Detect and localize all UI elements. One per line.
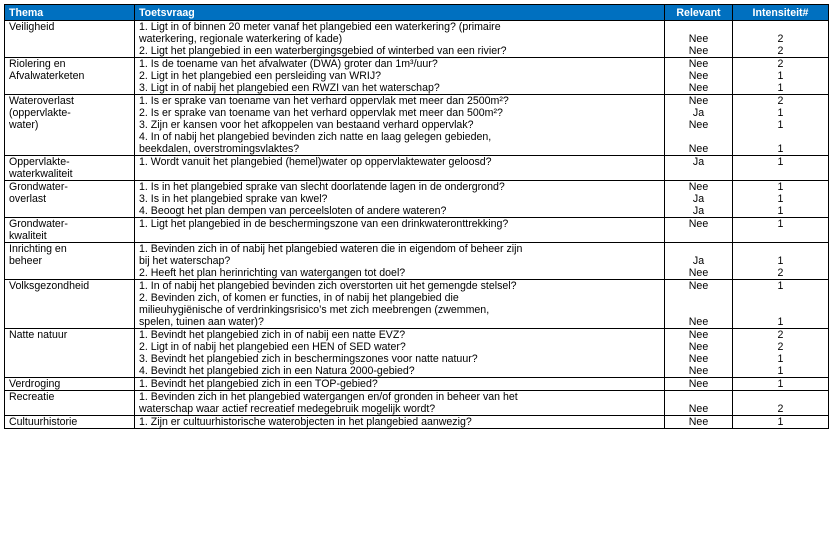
question-line: 1. Is de toename van het afvalwater (DWA) groter dan 1m³/uur?	[139, 58, 438, 70]
relevant-value: Nee	[688, 33, 709, 45]
thema-line: overlast	[9, 193, 47, 205]
question-line: 2. Bevinden zich, of komen er functies, in of nabij het plangebied die	[139, 292, 459, 304]
spacer	[665, 243, 732, 255]
header-toetsvraag: Toetsvraag	[135, 5, 665, 21]
thema-group	[5, 218, 829, 243]
intensiteit-value: 1	[777, 107, 784, 119]
table-row	[5, 243, 829, 280]
thema-group	[5, 391, 829, 416]
question-line: 3. Bevindt het plangebied zich in beschermingszones voor natte natuur?	[139, 353, 478, 365]
thema-line: Recreatie	[9, 391, 55, 403]
toetsvraag-cell	[135, 181, 665, 218]
intensiteit-cell	[733, 156, 829, 181]
table-row	[5, 378, 829, 391]
table-row	[5, 280, 829, 329]
thema-line: Afvalwaterketen	[9, 70, 85, 82]
intensiteit-value: 2	[777, 58, 784, 70]
question-line: beekdalen, overstromingsvlaktes?	[139, 143, 300, 155]
thema-line: Veiligheid	[9, 21, 55, 33]
intensiteit-cell	[733, 181, 829, 218]
question-line: 1. Wordt vanuit het plangebied (hemel)water op oppervlaktewater geloosd?	[139, 156, 492, 168]
question-line: 2. Heeft het plan herinrichting van watergangen tot doel?	[139, 267, 406, 279]
intensiteit-cell	[733, 21, 829, 58]
relevant-value: Nee	[688, 416, 709, 428]
relevant-value: Nee	[688, 365, 709, 377]
relevant-cell	[665, 280, 733, 329]
relevant-cell	[665, 181, 733, 218]
thema-group	[5, 280, 829, 329]
header-intensiteit: Intensiteit#	[733, 5, 829, 21]
spacer	[733, 21, 828, 33]
relevant-cell	[665, 329, 733, 378]
thema-line: Verdroging	[9, 378, 61, 390]
intensiteit-value: 2	[777, 267, 784, 279]
toetsvraag-cell	[135, 58, 665, 95]
thema-line: Inrichting en	[9, 243, 67, 255]
relevant-value: Nee	[688, 181, 709, 193]
thema-line: Cultuurhistorie	[9, 416, 78, 428]
question-line: 3. Zijn er kansen voor het afkoppelen van bestaand verhard oppervlak?	[139, 119, 474, 131]
intensiteit-value: 1	[777, 181, 784, 193]
question-line: 2. Ligt in het plangebied een persleiding van WRIJ?	[139, 70, 382, 82]
thema-cell	[5, 95, 135, 156]
relevant-cell	[665, 156, 733, 181]
intensiteit-value: 1	[777, 353, 784, 365]
thema-line: Riolering en	[9, 58, 66, 70]
relevant-value: Nee	[688, 280, 709, 292]
relevant-value: Nee	[688, 329, 709, 341]
thema-group	[5, 329, 829, 378]
table-header	[5, 5, 829, 21]
intensiteit-cell	[733, 58, 829, 95]
relevant-value: Nee	[688, 95, 709, 107]
thema-cell	[5, 280, 135, 329]
intensiteit-value: 1	[777, 378, 784, 390]
question-line: 4. Bevindt het plangebied zich in een Natura 2000-gebied?	[139, 365, 415, 377]
intensiteit-value: 2	[777, 341, 784, 353]
intensiteit-value: 1	[777, 255, 784, 267]
intensiteit-value: 1	[777, 70, 784, 82]
thema-cell	[5, 416, 135, 429]
intensiteit-cell	[733, 243, 829, 280]
thema-group	[5, 416, 829, 429]
relevant-cell	[665, 95, 733, 156]
table-row	[5, 156, 829, 181]
relevant-value: Nee	[688, 267, 709, 279]
relevant-value: Nee	[688, 403, 709, 415]
spacer	[665, 391, 732, 403]
relevant-value: Nee	[688, 341, 709, 353]
intensiteit-value: 1	[777, 82, 784, 94]
question-line: milieuhygiënische of verdrinkingsrisico’s met zich meebrengen (zwemmen,	[139, 304, 490, 316]
question-line: 1. Is in het plangebied sprake van slecht doorlatende lagen in de ondergrond?	[139, 181, 505, 193]
toetsvraag-cell	[135, 378, 665, 391]
toetsvraag-cell	[135, 218, 665, 243]
relevant-cell	[665, 218, 733, 243]
spacer	[733, 391, 828, 403]
intensiteit-value: 1	[777, 119, 784, 131]
question-line: 4. In of nabij het plangebied bevinden zich natte en laag gelegen gebieden,	[139, 131, 492, 143]
thema-cell	[5, 243, 135, 280]
intensiteit-value: 2	[777, 329, 784, 341]
header-thema: Thema	[5, 5, 135, 21]
table-row	[5, 329, 829, 378]
relevant-value: Nee	[688, 143, 709, 155]
question-line: 2. Ligt in of nabij het plangebied een HEN of SED water?	[139, 341, 406, 353]
relevant-cell	[665, 391, 733, 416]
relevant-cell	[665, 243, 733, 280]
question-line: waterschap waar actief recreatief medegebruik mogelijk wordt?	[139, 403, 436, 415]
question-line: 2. Ligt het plangebied in een waterbergingsgebied of winterbed van een rivier?	[139, 45, 507, 57]
relevant-cell	[665, 21, 733, 58]
toetsvraag-cell	[135, 21, 665, 58]
thema-group	[5, 243, 829, 280]
thema-line: Volksgezondheid	[9, 280, 90, 292]
thema-group	[5, 21, 829, 58]
spacer	[665, 21, 732, 33]
question-line: 1. Bevindt het plangebied zich in of nabij een natte EVZ?	[139, 329, 406, 341]
thema-line: Oppervlakte-	[9, 156, 70, 168]
question-line: 3. Is in het plangebied sprake van kwel?	[139, 193, 328, 205]
toetsvraag-cell	[135, 243, 665, 280]
thema-group	[5, 58, 829, 95]
thema-line: water)	[9, 119, 39, 131]
relevant-value: Nee	[688, 58, 709, 70]
relevant-cell	[665, 378, 733, 391]
table-row	[5, 95, 829, 156]
thema-cell	[5, 181, 135, 218]
intensiteit-value: 1	[777, 416, 784, 428]
intensiteit-cell	[733, 329, 829, 378]
relevant-cell	[665, 58, 733, 95]
relevant-value: Nee	[688, 70, 709, 82]
toetsvraag-cell	[135, 95, 665, 156]
intensiteit-value: 2	[777, 95, 784, 107]
relevant-value: Nee	[688, 82, 709, 94]
thema-line: (oppervlakte-	[9, 107, 71, 119]
intensiteit-value: 1	[777, 143, 784, 155]
thema-line: beheer	[9, 255, 42, 267]
table-row	[5, 416, 829, 429]
intensiteit-cell	[733, 218, 829, 243]
table-row	[5, 21, 829, 58]
relevant-value: Nee	[688, 119, 709, 131]
thema-line: kwaliteit	[9, 230, 47, 242]
relevant-value: Nee	[688, 218, 709, 230]
thema-line: Grondwater-	[9, 218, 68, 230]
thema-cell	[5, 21, 135, 58]
spacer	[733, 304, 828, 316]
thema-line: waterkwaliteit	[9, 168, 73, 180]
intensiteit-value: 1	[777, 280, 784, 292]
spacer	[733, 243, 828, 255]
thema-cell	[5, 329, 135, 378]
question-line: 1. Bevindt het plangebied zich in een TOP-gebied?	[139, 378, 378, 390]
question-line: 4. Beoogt het plan dempen van perceelsloten of andere wateren?	[139, 205, 447, 217]
table-row	[5, 218, 829, 243]
intensiteit-value: 1	[777, 365, 784, 377]
intensiteit-cell	[733, 280, 829, 329]
intensiteit-value: 2	[777, 45, 784, 57]
thema-cell	[5, 156, 135, 181]
question-line: 1. Bevinden zich in of nabij het plangebied wateren die in eigendom of beheer zijn	[139, 243, 523, 255]
thema-cell	[5, 391, 135, 416]
relevant-value: Nee	[688, 316, 709, 328]
intensiteit-cell	[733, 391, 829, 416]
question-line: waterkering, regionale waterkering of kade)	[139, 33, 343, 45]
relevant-value: Ja	[692, 255, 705, 267]
thema-line: Natte natuur	[9, 329, 68, 341]
intensiteit-cell	[733, 378, 829, 391]
thema-cell	[5, 378, 135, 391]
thema-group	[5, 156, 829, 181]
spacer	[665, 292, 732, 304]
intensiteit-value: 1	[777, 193, 784, 205]
thema-group	[5, 181, 829, 218]
thema-cell	[5, 218, 135, 243]
relevant-value: Nee	[688, 353, 709, 365]
toetsvraag-cell	[135, 156, 665, 181]
relevant-value: Nee	[688, 378, 709, 390]
question-line: 1. Ligt in of binnen 20 meter vanaf het plangebied een waterkering? (primaire	[139, 21, 501, 33]
question-line: 1. Bevinden zich in het plangebied watergangen en/of gronden in beheer van het	[139, 391, 518, 403]
intensiteit-value: 1	[777, 156, 784, 168]
toetsvraag-cell	[135, 391, 665, 416]
watertoets-table	[4, 4, 829, 429]
spacer	[665, 304, 732, 316]
thema-cell	[5, 58, 135, 95]
thema-group	[5, 95, 829, 156]
spacer	[733, 292, 828, 304]
relevant-value: Ja	[692, 193, 705, 205]
header-row	[5, 5, 829, 21]
intensiteit-cell	[733, 95, 829, 156]
header-relevant: Relevant	[665, 5, 733, 21]
thema-group	[5, 378, 829, 391]
intensiteit-value: 2	[777, 403, 784, 415]
table-row	[5, 181, 829, 218]
toetsvraag-cell	[135, 280, 665, 329]
question-line: spelen, tuinen aan water)?	[139, 316, 264, 328]
relevant-value: Ja	[692, 205, 705, 217]
toetsvraag-cell	[135, 329, 665, 378]
question-line: 3. Ligt in of nabij het plangebied een RWZI van het waterschap?	[139, 82, 440, 94]
intensiteit-value: 2	[777, 33, 784, 45]
intensiteit-cell	[733, 416, 829, 429]
question-line: 1. Zijn er cultuurhistorische waterobjecten in het plangebied aanwezig?	[139, 416, 472, 428]
table-row	[5, 391, 829, 416]
intensiteit-value: 1	[777, 316, 784, 328]
question-line: bij het waterschap?	[139, 255, 231, 267]
relevant-value: Ja	[692, 156, 705, 168]
table-row	[5, 58, 829, 95]
toetsvraag-cell	[135, 416, 665, 429]
relevant-value: Ja	[692, 107, 705, 119]
thema-line: Grondwater-	[9, 181, 68, 193]
spacer	[665, 131, 732, 143]
relevant-value: Nee	[688, 45, 709, 57]
question-line: 1. In of nabij het plangebied bevinden zich overstorten uit het gemengde stelsel?	[139, 280, 517, 292]
relevant-cell	[665, 416, 733, 429]
question-line: 2. Is er sprake van toename van het verhard oppervlak met meer dan 500m²?	[139, 107, 503, 119]
question-line: 1. Ligt het plangebied in de beschermingszone van een drinkwateronttrekking?	[139, 218, 509, 230]
spacer	[733, 131, 828, 143]
question-line: 1. Is er sprake van toename van het verhard oppervlak met meer dan 2500m²?	[139, 95, 509, 107]
intensiteit-value: 1	[777, 218, 784, 230]
intensiteit-value: 1	[777, 205, 784, 217]
thema-line: Wateroverlast	[9, 95, 74, 107]
